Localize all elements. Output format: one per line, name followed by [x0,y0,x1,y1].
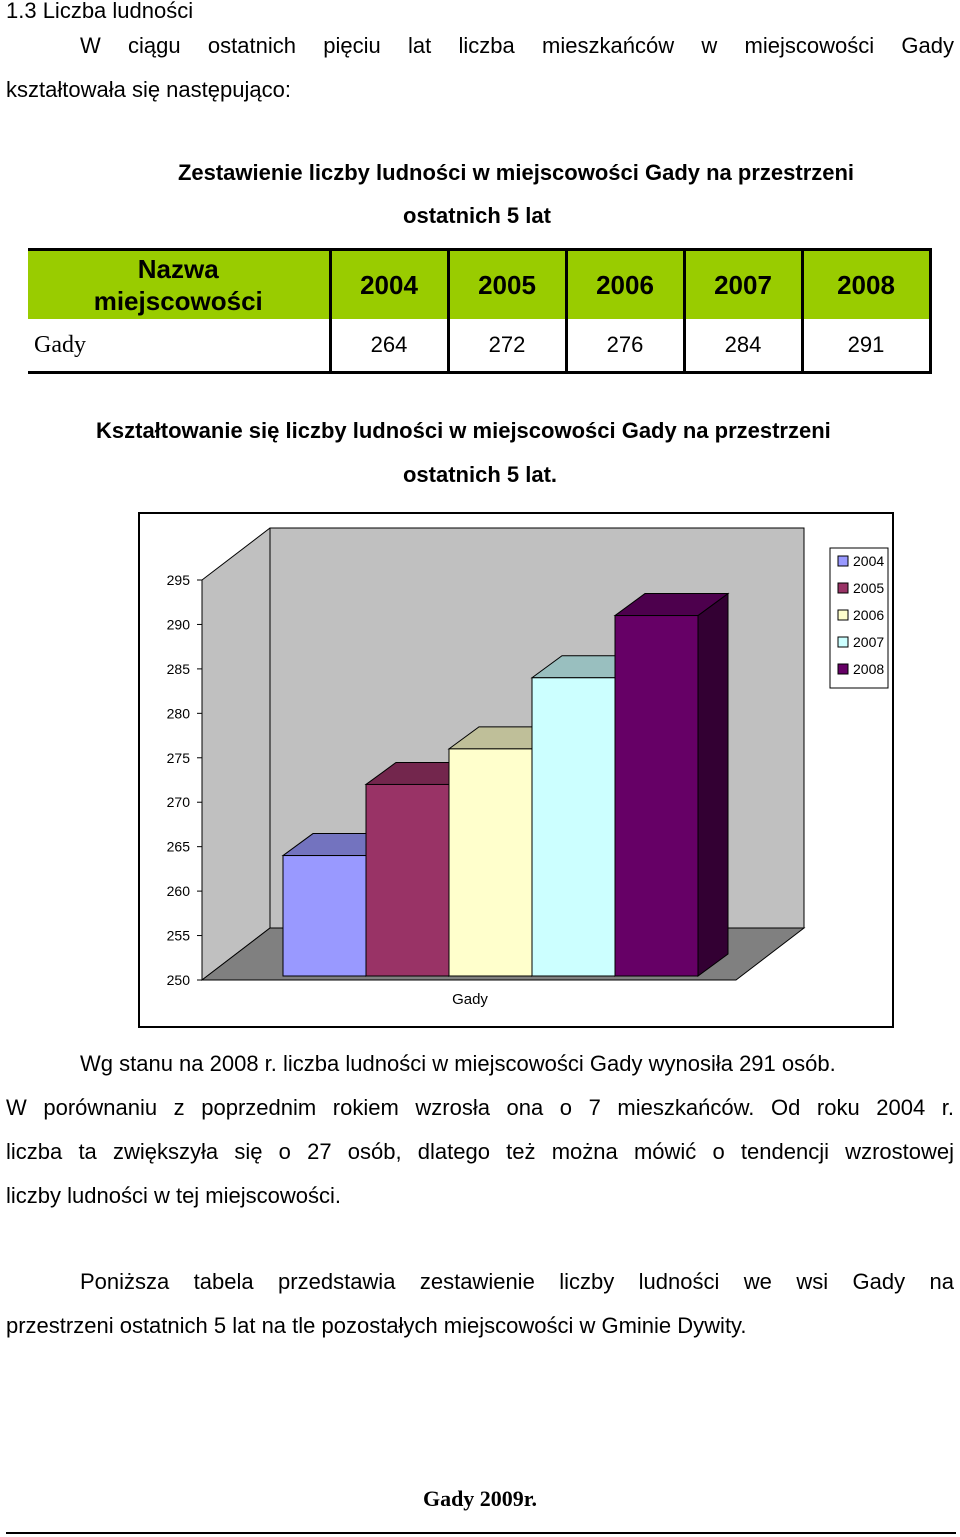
legend-swatch-2006 [838,610,848,620]
section-heading: 1.3 Liczba ludności [6,0,194,23]
next-line-1: Poniższa tabela przedstawia zestawienie liczby ludności we wsi Gady na [80,1269,954,1294]
y-tick-label: 270 [166,794,190,811]
footer-text: Gady 2009r. [422,1486,538,1511]
row-value: 284 [684,319,802,373]
population-table [28,248,932,374]
y-tick-label: 250 [166,972,190,988]
population-chart [138,512,894,1028]
bar-2004 [283,856,366,976]
row-value: 291 [802,319,930,373]
legend-label-2004: 2004 [853,553,885,569]
next-line-2: przestrzeni ostatnich 5 lat na tle pozostałych miejscowości w Gminie Dywity. [6,1313,747,1338]
row-value: 276 [566,319,684,373]
legend-swatch-2008 [838,664,848,674]
row-name: Gady [28,319,330,373]
y-tick-label: 265 [166,838,190,855]
y-tick-label: 295 [166,572,190,588]
header-name-line-2: miejscowości [93,286,263,316]
table-header-row [28,250,930,320]
bar-2008 [615,616,698,976]
table-caption-line-2: ostatnich 5 lat [403,203,551,228]
header-year: 2006 [566,250,684,320]
legend-label-2005: 2005 [853,580,885,596]
summary-line-1: Wg stanu na 2008 r. liczba ludności w miejscowości Gady wynosiła 291 osób. [80,1051,836,1076]
table-caption-line-1: Zestawienie liczby ludności w miejscowości Gady na przestrzeni [177,160,855,185]
header-year: 2005 [448,250,566,320]
legend-swatch-2004 [838,556,848,566]
header-year: 2008 [802,250,930,320]
header-year: 2004 [330,250,448,320]
y-tick-label: 280 [166,705,190,722]
summary-line-4: liczby ludności w tej miejscowości. [6,1183,341,1208]
intro-line-2: kształtowała się następująco: [6,77,291,102]
x-category-label: Gady [452,991,488,1008]
y-tick-label: 260 [166,883,190,900]
chart-canvas [140,514,896,1030]
y-tick-label: 290 [166,616,190,633]
header-year: 2007 [684,250,802,320]
legend-swatch-2007 [838,637,848,647]
header-name-cell [28,250,330,320]
bar-2005 [366,784,449,976]
y-tick-label: 285 [166,660,190,677]
y-tick-label: 255 [166,927,190,944]
bar-side-2008 [698,594,728,976]
legend-swatch-2005 [838,583,848,593]
y-tick-label: 275 [166,749,190,766]
summary-line-3: liczba ta zwiększyła się o 27 osób, dlatego też można mówić o tendencji wzrostowej [6,1139,954,1164]
chart-caption-line-1: Kształtowanie się liczby ludności w miejscowości Gady na przestrzeni [96,418,831,443]
legend-label-2006: 2006 [853,607,885,623]
chart-caption-line-2: ostatnich 5 lat. [402,462,558,487]
row-value: 272 [448,319,566,373]
header-name-line-1: Nazwa [137,254,219,284]
summary-line-2: W porównaniu z poprzednim rokiem wzrosła ona o 7 mieszkańców. Od roku 2004 r. [6,1095,954,1120]
row-value: 264 [330,319,448,373]
bar-2007 [532,678,615,976]
bar-2006 [449,749,532,976]
intro-line-1: W ciągu ostatnich pięciu lat liczba mieszkańców w miejscowości Gady [80,33,954,58]
legend-label-2008: 2008 [853,661,885,677]
footer-rule [6,1532,956,1534]
table-row [28,319,930,373]
legend-label-2007: 2007 [853,634,885,650]
